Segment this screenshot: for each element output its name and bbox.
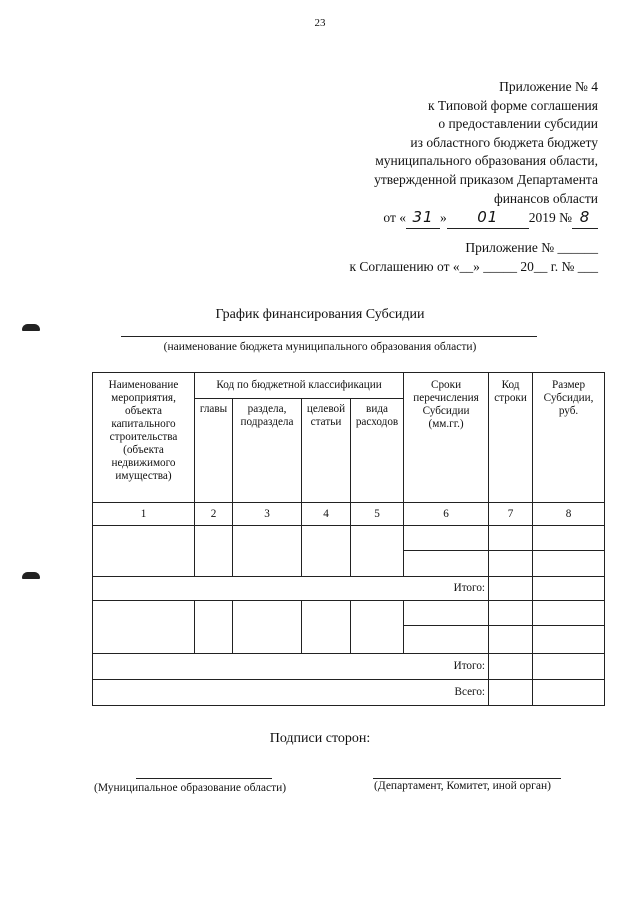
total-row [93,680,605,706]
subheader-expense-type: вида расходов [351,399,404,503]
header-transfer-dates: Сроки перечисления Субсидии (мм.гг.) [404,373,489,503]
signature-line-department [373,778,561,779]
column-number: 3 [233,503,302,526]
signature-caption-department: (Департамент, Комитет, иной орган) [374,780,551,792]
handwritten-number: 8 [579,208,591,227]
date-mid: » [439,210,447,226]
subheader-section: раздела, подраздела [233,399,302,503]
header-line: о предоставлении субсидии [438,116,598,132]
order-date-line [374,208,598,229]
handwritten-month: 01 [477,208,499,227]
header-line: Приложение № 4 [499,79,598,94]
signature-caption-municipality: (Муниципальное образование области) [94,782,287,794]
total-label: Всего: [93,680,489,706]
header-line: из областного бюджета бюджету [410,134,598,150]
table-row [93,601,605,626]
subtotal-label: Итого: [93,577,489,601]
column-number: 4 [302,503,351,526]
column-number: 1 [93,503,195,526]
column-number: 2 [195,503,233,526]
page-number: 23 [314,17,326,29]
signatures-title: Подписи сторон: [269,731,371,746]
header-line: финансов области [493,190,598,206]
attachment-line: к Соглашению от «__» _____ 20__ г. № ___ [349,259,598,274]
column-number: 5 [351,503,404,526]
budget-name-line [121,336,537,337]
header-line-code: Код строки [489,373,533,503]
subheader-target-article: целевой статьи [302,399,351,503]
signature-line-municipality [136,778,272,779]
date-prefix: от « [383,210,406,226]
punch-hole-mark [22,572,40,579]
punch-hole-mark [22,324,40,331]
table-row [93,526,605,551]
header-object-name: Наименование мероприятия, объекта капитального строительства (объекта недвижимого имущества) [93,373,195,503]
subheader-chapter: главы [195,399,233,503]
subtotal-label: Итого: [93,654,489,680]
agreement-attachment [349,238,598,276]
column-number: 6 [404,503,489,526]
document-title: График финансирования Субсидии [215,307,425,322]
header-budget-code: Код по бюджетной классификации [195,373,404,399]
budget-name-caption: (наименование бюджета муниципального образования области) [163,341,477,353]
header-line: к Типовой форме соглашения [428,97,598,113]
attachment-line: Приложение № ______ [465,240,598,255]
subtotal-row [93,577,605,601]
column-number: 8 [533,503,605,526]
header-subsidy-amount: Размер Субсидии, руб. [533,373,605,503]
date-year: 2019 № [528,210,572,226]
subtotal-row [93,654,605,680]
header-line: муниципального образования области, [375,153,598,169]
appendix-header [374,78,598,229]
column-number: 7 [489,503,533,526]
header-line: утвержденной приказом Департамента [374,171,598,187]
handwritten-day: 31 [412,208,434,227]
financing-schedule-table [92,372,605,706]
